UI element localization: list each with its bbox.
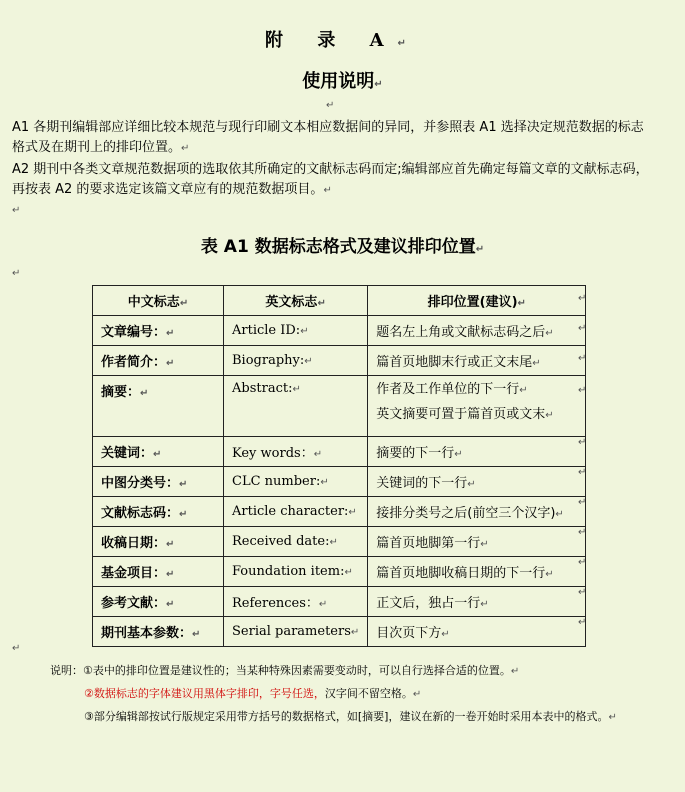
header-en-text: 英文标志	[265, 295, 318, 310]
cell-mark-icon: ↵	[555, 509, 564, 520]
en-label: Key words：	[232, 446, 314, 461]
table-row	[93, 467, 586, 497]
notes-label: 说明：	[50, 664, 83, 677]
paragraph-mark-icon: ↵	[181, 143, 190, 154]
note-3-text: ③部分编辑部按试行版规定采用带方括号的数据格式，如[摘要]，建议在新的一卷开始时采用本表中的格式。	[84, 710, 609, 723]
cell-mark-icon: ↵	[304, 356, 313, 367]
cell-mark-icon: ↵	[545, 410, 554, 421]
table-row	[93, 587, 586, 617]
position-cell	[368, 437, 586, 467]
position-text: 摘要的下一行	[376, 446, 455, 461]
cell-mark-icon: ↵	[166, 599, 175, 610]
table-row	[93, 527, 586, 557]
en-cell	[224, 497, 368, 527]
table-title-text: 表 A1 数据标志格式及建议排印位置	[200, 237, 476, 257]
usage-subtitle-text: 使用说明	[302, 71, 375, 92]
row-end-mark-icon: ↵	[578, 587, 587, 598]
cn-label: 收稿日期：	[101, 536, 167, 551]
cell-mark-icon: ↵	[166, 569, 175, 580]
intro-paragraph-2-text: A2 期刊中各类文章规范数据项的选取依其所确定的文献标志码而定;编辑部应首先确定每篇文章的文献标志码，再按表 A2 的要求选定该篇文章应有的规范数据项目。	[12, 162, 649, 197]
cell-mark-icon: ↵	[166, 358, 175, 369]
position-cell	[368, 346, 586, 376]
cn-label: 作者简介：	[101, 355, 167, 370]
table-row	[93, 497, 586, 527]
en-cell	[224, 617, 368, 647]
paragraph-mark-icon: ↵	[374, 79, 383, 90]
position-cell	[368, 617, 586, 647]
en-label: Biography:	[232, 353, 305, 368]
cell-mark-icon: ↵	[320, 477, 329, 488]
intro-paragraph-1-text: A1 各期刊编辑部应详细比较本规范与现行印刷文本相应数据间的异同，并参照表 A1 选择决定规范数据的标志格式及在期刊上的排印位置。	[12, 120, 644, 155]
position-text: 篇首页地脚收稿日期的下一行	[376, 566, 546, 581]
cell-mark-icon: ↵	[300, 326, 309, 337]
cell-mark-icon: ↵	[140, 388, 149, 399]
header-position-text: 排印位置(建议)	[427, 295, 518, 310]
en-cell	[224, 527, 368, 557]
en-label: Serial parameters	[232, 624, 351, 639]
cn-cell	[93, 467, 224, 497]
en-label: Abstract:	[232, 381, 293, 396]
intro-paragraph-1	[12, 118, 652, 159]
en-label: Article ID:	[232, 323, 301, 338]
cn-cell	[93, 316, 224, 346]
position-cell	[368, 316, 586, 346]
note-3	[50, 706, 670, 729]
cell-mark-icon: ↵	[166, 328, 175, 339]
row-end-mark-icon: ↵	[578, 385, 587, 396]
table-row	[93, 437, 586, 467]
row-end-mark-icon: ↵	[578, 527, 587, 538]
position-text: 作者及工作单位的下一行	[376, 382, 520, 397]
cell-mark-icon: ↵	[292, 384, 301, 395]
position-cell	[368, 527, 586, 557]
row-end-mark-icon: ↵	[578, 467, 587, 478]
row-end-mark-icon: ↵	[578, 437, 587, 448]
appendix-title-text: 附 录 A	[265, 30, 398, 51]
note-1-text: ①表中的排印位置是建议性的；当某种特殊因素需要变动时，可以自行选择合适的位置。	[83, 664, 511, 677]
header-cn	[93, 286, 224, 316]
cell-mark-icon: ↵	[179, 479, 188, 490]
data-label-table	[92, 285, 586, 647]
cn-cell	[93, 437, 224, 467]
cn-cell	[93, 346, 224, 376]
position-text: 篇首页地脚末行或正文末尾	[376, 355, 533, 370]
position-cell	[368, 587, 586, 617]
position-line-2	[376, 403, 577, 428]
paragraph-mark-icon: ↵	[510, 666, 520, 677]
cn-label: 关键词：	[101, 446, 154, 461]
intro-paragraph-2	[12, 160, 652, 201]
row-end-mark-icon: ↵	[578, 353, 587, 364]
note-2-text: 汉字间不留空格。	[324, 687, 413, 700]
cn-label: 摘要：	[101, 385, 141, 400]
en-cell	[224, 376, 368, 437]
cell-mark-icon: ↵	[532, 358, 541, 369]
position-cell	[368, 497, 586, 527]
en-cell	[224, 557, 368, 587]
cell-mark-icon: ↵	[517, 298, 526, 309]
en-cell	[224, 316, 368, 346]
table-header-row	[93, 286, 586, 316]
cn-cell	[93, 617, 224, 647]
en-cell	[224, 437, 368, 467]
paragraph-mark-icon: ↵	[608, 712, 617, 723]
cell-mark-icon: ↵	[313, 449, 323, 460]
table-row	[93, 617, 586, 647]
table-row	[93, 316, 586, 346]
cell-mark-icon: ↵	[454, 449, 463, 460]
header-position	[368, 286, 586, 316]
cell-mark-icon: ↵	[350, 627, 360, 638]
note-2-highlight: ②数据标志的字体建议用黑体字排印，字号任选，	[84, 687, 325, 700]
note-2	[50, 683, 670, 706]
en-cell	[224, 346, 368, 376]
cn-label: 文献标志码：	[101, 506, 180, 521]
paragraph-mark-icon: ↵	[326, 100, 335, 111]
cell-mark-icon: ↵	[480, 539, 489, 550]
position-line-1	[376, 378, 577, 403]
en-label: Received date:	[232, 534, 330, 549]
cn-cell	[93, 376, 224, 437]
row-end-mark-icon: ↵	[578, 323, 587, 334]
row-end-mark-icon: ↵	[578, 497, 587, 508]
cell-mark-icon: ↵	[318, 599, 328, 610]
position-text: 题名左上角或文献标志码之后	[376, 325, 546, 340]
table-title	[0, 232, 685, 257]
usage-subtitle	[0, 67, 685, 93]
table-row	[93, 557, 586, 587]
position-text: 英文摘要可置于篇首页或文末	[376, 407, 546, 422]
cell-mark-icon: ↵	[545, 569, 554, 580]
position-cell	[368, 376, 586, 437]
row-end-mark-icon: ↵	[578, 617, 587, 628]
position-cell	[368, 467, 586, 497]
position-text: 正文后，独占一行	[376, 596, 481, 611]
cell-mark-icon: ↵	[166, 539, 175, 550]
paragraph-mark-icon: ↵	[323, 185, 332, 196]
paragraph-mark-icon: ↵	[397, 38, 420, 49]
appendix-title	[0, 26, 685, 52]
cell-mark-icon: ↵	[519, 385, 528, 396]
cell-mark-icon: ↵	[480, 599, 489, 610]
cn-cell	[93, 557, 224, 587]
cell-mark-icon: ↵	[441, 629, 450, 640]
cell-mark-icon: ↵	[344, 567, 353, 578]
paragraph-mark-icon: ↵	[12, 643, 21, 654]
cell-mark-icon: ↵	[545, 328, 554, 339]
cell-mark-icon: ↵	[192, 629, 201, 640]
cell-mark-icon: ↵	[467, 479, 476, 490]
en-label: Foundation item:	[232, 564, 345, 579]
position-text: 篇首页地脚第一行	[376, 536, 481, 551]
cn-label: 文章编号：	[101, 325, 167, 340]
position-cell	[368, 557, 586, 587]
cell-mark-icon: ↵	[329, 537, 338, 548]
row-end-mark-icon: ↵	[578, 557, 587, 568]
header-en	[224, 286, 368, 316]
cn-cell	[93, 587, 224, 617]
cn-label: 参考文献：	[101, 596, 167, 611]
cell-mark-icon: ↵	[153, 449, 162, 460]
cn-cell	[93, 527, 224, 557]
paragraph-mark-icon: ↵	[12, 268, 21, 279]
en-label: CLC number:	[232, 474, 321, 489]
cn-cell	[93, 497, 224, 527]
cn-label: 期刊基本参数：	[101, 626, 193, 641]
cell-mark-icon: ↵	[179, 298, 189, 309]
table-row	[93, 346, 586, 376]
table-row	[93, 376, 586, 437]
position-text: 关键词的下一行	[376, 476, 468, 491]
en-label: Article character:	[232, 504, 349, 519]
cell-mark-icon: ↵	[179, 509, 188, 520]
paragraph-mark-icon: ↵	[412, 689, 422, 700]
paragraph-mark-icon: ↵	[475, 244, 485, 255]
en-cell	[224, 467, 368, 497]
cn-label: 基金项目：	[101, 566, 167, 581]
header-cn-text: 中文标志	[127, 295, 180, 310]
en-label: References：	[232, 596, 319, 611]
position-text: 接排分类号之后(前空三个汉字)	[376, 506, 556, 521]
cn-label: 中图分类号：	[101, 476, 180, 491]
cell-mark-icon: ↵	[317, 298, 326, 309]
row-end-mark-icon: ↵	[578, 293, 587, 304]
position-text: 目次页下方	[376, 626, 442, 641]
notes-section	[50, 660, 670, 729]
note-1	[50, 660, 670, 683]
cell-mark-icon: ↵	[348, 507, 357, 518]
paragraph-mark-icon: ↵	[12, 205, 21, 216]
en-cell	[224, 587, 368, 617]
